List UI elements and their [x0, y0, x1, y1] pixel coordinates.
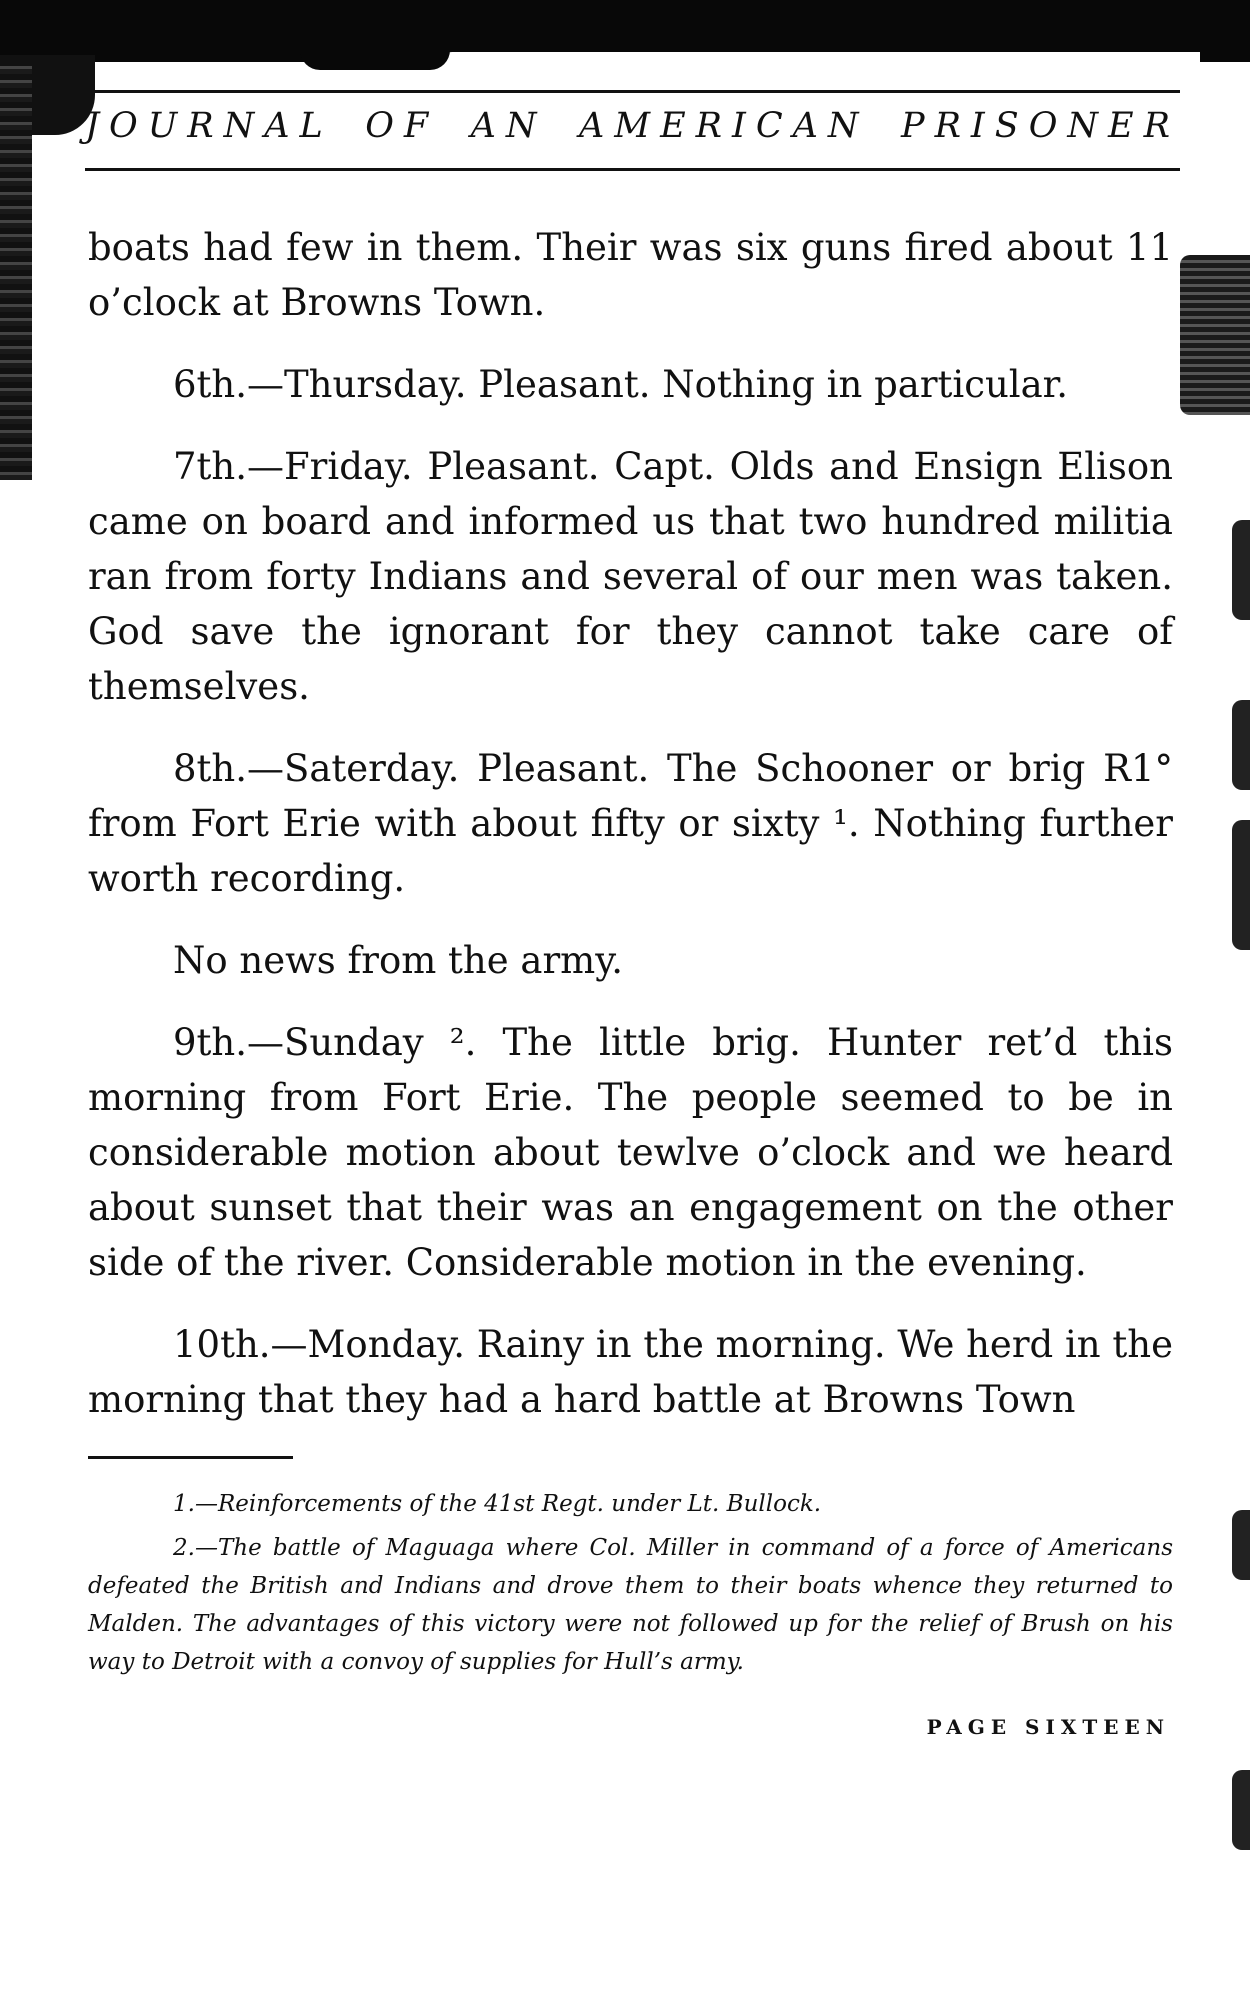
footnote-1: 1.—Reinforcements of the 41st Regt. under Lt. Bullock. — [173, 1491, 822, 1517]
running-head-word: PRISONER — [901, 106, 1180, 146]
running-head — [85, 106, 1180, 146]
header-rule-bottom — [85, 168, 1180, 171]
scan-border-highlight — [440, 52, 1200, 66]
footnote-rule — [88, 1456, 293, 1459]
page-number: PAGE SIXTEEN — [926, 1715, 1170, 1739]
scan-border-left — [0, 60, 32, 480]
journal-paragraph: boats had few in them. Their was six guns fired about 11 o’clock at Browns Town. — [88, 226, 1173, 324]
scan-mark-right — [1232, 520, 1250, 620]
journal-entry-9th: 9th.—Sunday ². The little brig. Hunter ret’d this morning from Fort Erie. The people seemed to be in considerable motion about tewlve o’clock and we heard about sunset that their was an engagement on the other side of the river. Considerable motion in the evening. — [88, 1021, 1173, 1284]
scan-border-notch — [300, 40, 450, 70]
running-head-word: AN — [470, 106, 547, 146]
scan-mark-right — [1232, 1770, 1250, 1850]
journal-entry-6th: 6th.—Thursday. Pleasant. Nothing in particular. — [173, 363, 1069, 406]
footnotes — [88, 1485, 1173, 1687]
running-head-word: AMERICAN — [579, 106, 869, 146]
scan-mark-right — [1180, 255, 1250, 415]
journal-text — [88, 220, 1173, 1454]
journal-entry-7th: 7th.—Friday. Pleasant. Capt. Olds and Ensign Elison came on board and informed us that two hundred militia ran from forty Indians and several of our men was taken. God save the ignorant for they cannot take care of themselves. — [88, 445, 1173, 708]
header-rule-top — [85, 90, 1180, 93]
running-head-word: JOURNAL — [85, 106, 333, 146]
journal-entry-10th: 10th.—Monday. Rainy in the morning. We herd in the morning that they had a hard battle at Browns Town — [88, 1323, 1173, 1421]
footnote-2: 2.—The battle of Maguaga where Col. Miller in command of a force of Americans defeated the British and Indians and drove them to their boats whence they returned to Malden. The advantages of this victory were not followed up for the relief of Brush on his way to Detroit with a convoy of supplies for Hull’s army. — [88, 1535, 1173, 1675]
running-head-word: OF — [365, 106, 439, 146]
journal-entry-8th: 8th.—Saterday. Pleasant. The Schooner or brig R1° from Fort Erie with about fifty or sixty ¹. Nothing further worth recording. — [88, 747, 1173, 900]
scan-mark-right — [1232, 1510, 1250, 1580]
scan-mark-right — [1232, 820, 1250, 950]
journal-note: No news from the army. — [173, 939, 623, 982]
scan-mark-right — [1232, 700, 1250, 790]
